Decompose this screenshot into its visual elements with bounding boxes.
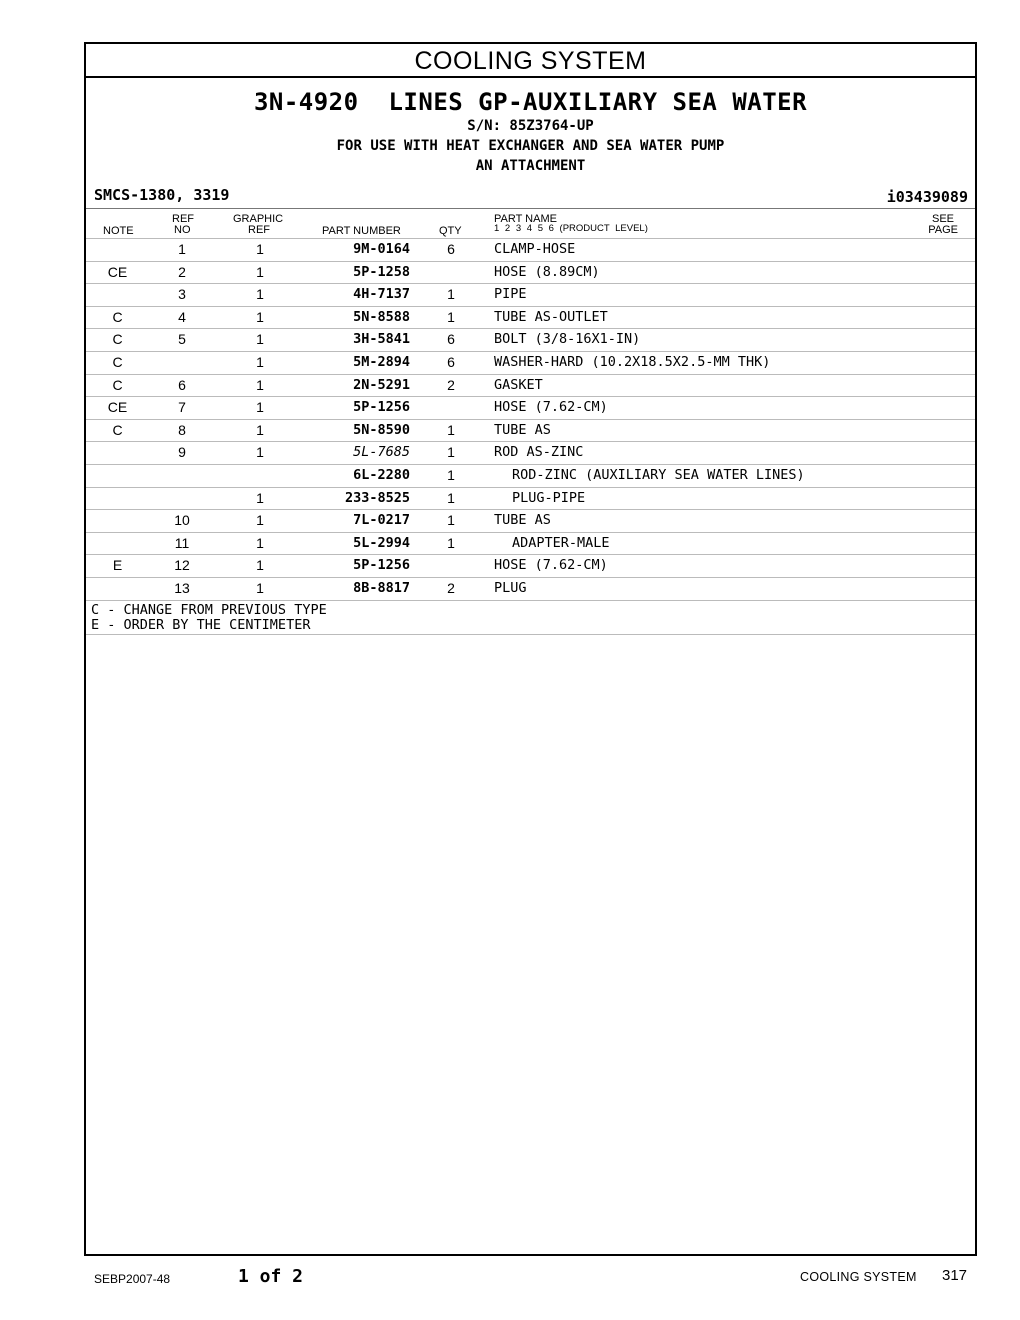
part-number-cell: 5L-7685 bbox=[353, 444, 410, 461]
table-row bbox=[86, 375, 975, 398]
part-name-cell: CLAMP-HOSE bbox=[494, 241, 576, 257]
serial-number: S/N: 85Z3764-UP bbox=[467, 118, 594, 134]
part-number-cell: 5N-8590 bbox=[353, 421, 410, 438]
ref-no-cell: 10 bbox=[174, 512, 190, 529]
ref-no-cell: 8 bbox=[178, 421, 186, 438]
section-title: COOLING SYSTEM bbox=[86, 44, 975, 78]
ref-no-cell: 2 bbox=[178, 263, 186, 280]
group-header bbox=[86, 78, 975, 209]
part-name-cell: PLUG bbox=[494, 579, 527, 596]
part-number-cell: 8B-8817 bbox=[353, 579, 410, 596]
col-part-number: PART NUMBER bbox=[322, 225, 401, 237]
table-row bbox=[86, 329, 975, 352]
graphic-ref-cell: 1 bbox=[256, 421, 264, 438]
note-cell: C bbox=[112, 331, 123, 348]
part-number-cell: 2N-5291 bbox=[353, 376, 410, 393]
notes-legend bbox=[86, 601, 975, 635]
graphic-ref-cell: 1 bbox=[256, 557, 264, 574]
ref-no-cell: 9 bbox=[178, 444, 186, 461]
qty-cell: 6 bbox=[447, 241, 455, 257]
part-number-cell: 5P-1256 bbox=[353, 557, 410, 574]
note-cell: CE bbox=[107, 263, 128, 280]
ref-no-cell: 12 bbox=[174, 557, 190, 574]
col-ref-line1: REF bbox=[172, 213, 194, 225]
table-row bbox=[86, 488, 975, 511]
table-row bbox=[86, 420, 975, 443]
part-number-cell: 5L-2994 bbox=[353, 534, 410, 551]
page-footer bbox=[0, 1262, 1020, 1302]
graphic-ref-cell: 1 bbox=[256, 241, 264, 257]
col-graphic-line1: GRAPHIC bbox=[233, 213, 284, 225]
qty-cell: 2 bbox=[447, 579, 455, 596]
qty-cell: 2 bbox=[447, 376, 455, 393]
col-part-name: PART NAME bbox=[494, 213, 557, 225]
table-row bbox=[86, 262, 975, 285]
col-ref-line2: NO bbox=[174, 224, 191, 236]
graphic-ref-cell: 1 bbox=[256, 263, 264, 280]
part-name-cell: HOSE (8.89CM) bbox=[494, 263, 600, 280]
ref-no-cell: 11 bbox=[174, 534, 190, 551]
col-qty: QTY bbox=[439, 225, 462, 237]
note-cell: C bbox=[112, 376, 123, 393]
qty-cell: 6 bbox=[447, 353, 455, 370]
ref-no-cell: 6 bbox=[178, 376, 186, 393]
part-name-cell: HOSE (7.62-CM) bbox=[494, 557, 608, 574]
footer-page-number: 317 bbox=[942, 1267, 968, 1284]
graphic-ref-cell: 1 bbox=[256, 399, 264, 416]
qty-cell: 1 bbox=[447, 534, 455, 551]
note-change: C - CHANGE FROM PREVIOUS TYPE bbox=[91, 601, 327, 618]
col-see-line1: SEE bbox=[931, 213, 954, 225]
col-product-levels: 1 2 3 4 5 6 (PRODUCT LEVEL) bbox=[494, 223, 648, 234]
col-note: NOTE bbox=[103, 225, 134, 237]
part-name-cell: PLUG-PIPE bbox=[512, 489, 586, 506]
part-name-cell: ADAPTER-MALE bbox=[512, 534, 610, 551]
illustration-id: i03439089 bbox=[886, 188, 968, 206]
part-number-cell: 233-8525 bbox=[344, 489, 410, 506]
note-cell: C bbox=[112, 421, 123, 438]
note-cell: C bbox=[112, 308, 123, 325]
part-number-cell: 5P-1258 bbox=[353, 263, 410, 280]
parts-table-header bbox=[86, 209, 975, 239]
qty-cell: 6 bbox=[447, 331, 455, 348]
part-name-cell: GASKET bbox=[494, 376, 543, 393]
table-row bbox=[86, 239, 975, 262]
part-name-cell: TUBE AS-OUTLET bbox=[494, 308, 608, 325]
part-number-cell: 5N-8588 bbox=[353, 308, 410, 325]
part-number-cell: 3H-5841 bbox=[353, 331, 410, 348]
part-number-cell: 7L-0217 bbox=[353, 512, 410, 529]
ref-no-cell: 5 bbox=[178, 331, 186, 348]
table-row bbox=[86, 284, 975, 307]
part-number-cell: 9M-0164 bbox=[353, 241, 410, 257]
graphic-ref-cell: 1 bbox=[256, 534, 264, 551]
col-graphic-line2: REF bbox=[248, 224, 270, 236]
table-row bbox=[86, 578, 975, 601]
footer-page-of: 1 of 2 bbox=[238, 1266, 304, 1287]
note-cell: C bbox=[112, 353, 123, 370]
part-name-cell: PIPE bbox=[494, 286, 527, 303]
note-cell: E bbox=[112, 557, 123, 574]
graphic-ref-cell: 1 bbox=[256, 579, 264, 596]
note-order-cm: E - ORDER BY THE CENTIMETER bbox=[91, 616, 311, 633]
group-title: 3N-4920 LINES GP-AUXILIARY SEA WATER bbox=[253, 88, 808, 116]
part-number-cell: 6L-2280 bbox=[353, 466, 410, 483]
parts-page-frame bbox=[84, 42, 977, 1256]
table-row bbox=[86, 465, 975, 488]
note-cell: CE bbox=[107, 399, 128, 416]
ref-no-cell: 13 bbox=[174, 579, 190, 596]
qty-cell: 1 bbox=[447, 286, 455, 303]
part-number-cell: 4H-7137 bbox=[353, 286, 410, 303]
ref-no-cell: 1 bbox=[178, 241, 186, 257]
smcs-code: SMCS-1380, 3319 bbox=[94, 186, 230, 204]
part-name-cell: ROD AS-ZINC bbox=[494, 444, 584, 461]
col-see-line2: PAGE bbox=[928, 224, 958, 236]
part-name-cell: HOSE (7.62-CM) bbox=[494, 399, 608, 416]
part-name-cell: TUBE AS bbox=[494, 512, 551, 529]
ref-no-cell: 3 bbox=[178, 286, 186, 303]
qty-cell: 1 bbox=[447, 512, 455, 529]
table-row bbox=[86, 533, 975, 556]
part-name-cell: TUBE AS bbox=[494, 421, 551, 438]
table-row bbox=[86, 510, 975, 533]
part-number-cell: 5M-2894 bbox=[353, 353, 410, 370]
table-row bbox=[86, 352, 975, 375]
usage-line-1: FOR USE WITH HEAT EXCHANGER AND SEA WATER PUMP bbox=[336, 138, 725, 154]
graphic-ref-cell: 1 bbox=[256, 489, 264, 506]
table-row bbox=[86, 307, 975, 330]
qty-cell: 1 bbox=[447, 489, 455, 506]
table-row bbox=[86, 397, 975, 420]
footer-section: COOLING SYSTEM bbox=[800, 1270, 917, 1284]
parts-table-body bbox=[86, 239, 975, 601]
part-name-cell: WASHER-HARD (10.2X18.5X2.5-MM THK) bbox=[494, 353, 771, 370]
part-name-cell: BOLT (3/8-16X1-IN) bbox=[494, 331, 641, 348]
ref-no-cell: 7 bbox=[178, 399, 186, 416]
part-number-cell: 5P-1256 bbox=[353, 399, 410, 416]
qty-cell: 1 bbox=[447, 466, 455, 483]
graphic-ref-cell: 1 bbox=[256, 512, 264, 529]
ref-no-cell: 4 bbox=[178, 308, 186, 325]
qty-cell: 1 bbox=[447, 308, 455, 325]
graphic-ref-cell: 1 bbox=[256, 331, 264, 348]
qty-cell: 1 bbox=[447, 421, 455, 438]
graphic-ref-cell: 1 bbox=[256, 286, 264, 303]
table-row bbox=[86, 555, 975, 578]
graphic-ref-cell: 1 bbox=[256, 376, 264, 393]
footer-doc-number: SEBP2007-48 bbox=[94, 1272, 171, 1286]
part-name-cell: ROD-ZINC (AUXILIARY SEA WATER LINES) bbox=[512, 466, 805, 483]
graphic-ref-cell: 1 bbox=[256, 353, 264, 370]
graphic-ref-cell: 1 bbox=[256, 444, 264, 461]
qty-cell: 1 bbox=[447, 444, 455, 461]
usage-line-2: AN ATTACHMENT bbox=[475, 158, 586, 174]
table-row bbox=[86, 442, 975, 465]
graphic-ref-cell: 1 bbox=[256, 308, 264, 325]
